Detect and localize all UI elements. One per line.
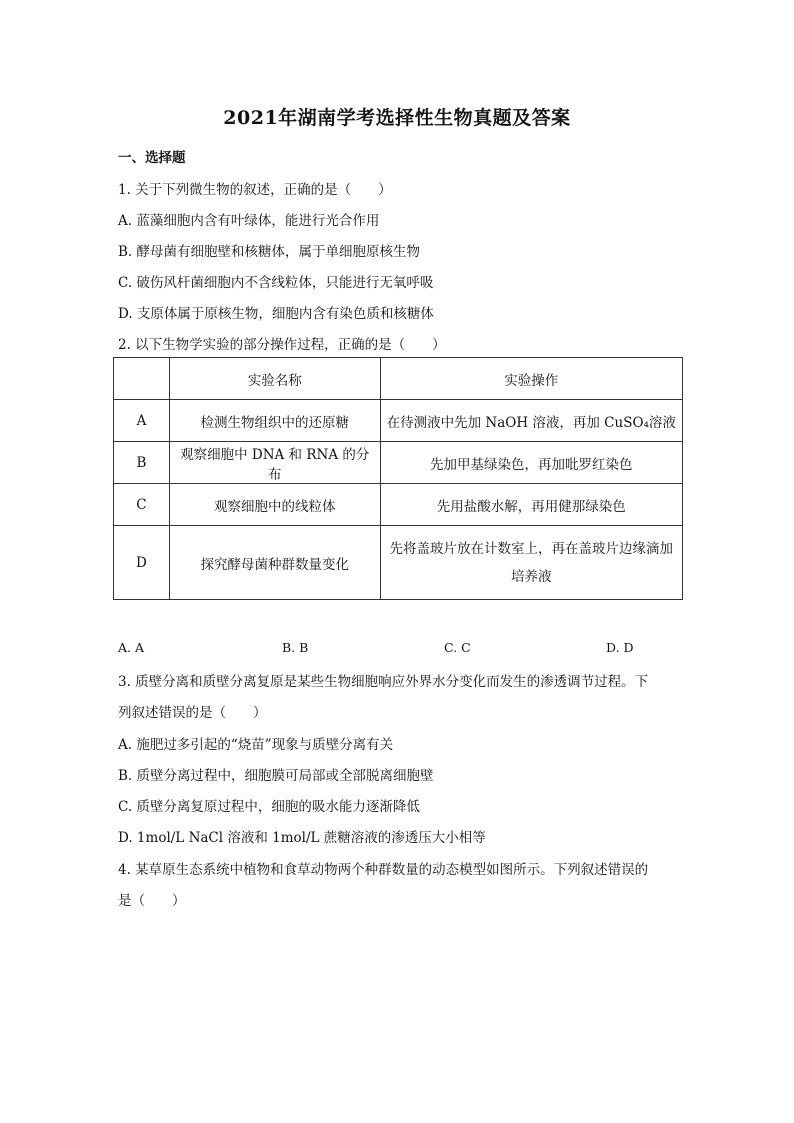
question-2-stem: 2. 以下生物学实验的部分操作过程，正确的是（ ） (118, 337, 446, 353)
question-1-option-a: A. 蓝藻细胞内含有叶绿体，能进行光合作用 (118, 213, 380, 229)
question-3-stem-line2: 列叙述错误的是（ ） (118, 705, 267, 721)
question-2-option-c: C. C (444, 640, 471, 655)
question-3-option-b: B. 质壁分离过程中，细胞膜可局部或全部脱离细胞壁 (118, 768, 434, 784)
question-3-option-c: C. 质壁分离复原过程中，细胞的吸水能力逐渐降低 (118, 799, 420, 815)
question-3-option-a: A. 施肥过多引起的“烧苗”现象与质壁分离有关 (118, 737, 394, 753)
row-letter: B (114, 442, 170, 484)
experiment-operation: 先用盐酸水解，再用健那绿染色 (380, 484, 682, 526)
table-row (114, 526, 683, 600)
question-1-stem: 1. 关于下列微生物的叙述，正确的是（ ） (118, 182, 392, 198)
experiment-operation: 先加甲基绿染色，再加吡罗红染色 (380, 442, 682, 484)
experiment-operation: 先将盖玻片放在计数室上，再在盖玻片边缘滴加培养液 (380, 526, 682, 600)
table-row (114, 400, 683, 442)
experiment-table (113, 357, 683, 600)
question-1-option-d: D. 支原体属于原核生物，细胞内含有染色质和核糖体 (118, 306, 434, 322)
table-header-cell (114, 358, 170, 400)
table-row (114, 442, 683, 484)
table-header-row (114, 358, 683, 400)
section-heading: 一、选择题 (118, 150, 186, 166)
question-2-option-d: D. D (606, 640, 634, 655)
question-2-option-a: A. A (118, 640, 145, 655)
question-4-stem-line1: 4. 某草原生态系统中植物和食草动物两个种群数量的动态模型如图所示。下列叙述错误的 (118, 862, 649, 878)
row-letter: D (114, 526, 170, 600)
question-1-option-c: C. 破伤风杆菌细胞内不含线粒体，只能进行无氧呼吸 (118, 275, 434, 291)
experiment-operation: 在待测液中先加 NaOH 溶液，再加 CuSO₄溶液 (380, 400, 682, 442)
question-3-stem-line1: 3. 质壁分离和质壁分离复原是某些生物细胞响应外界水分变化而发生的渗透调节过程。下 (118, 674, 649, 690)
experiment-name: 观察细胞中 DNA 和 RNA 的分布 (169, 442, 380, 484)
table-header-cell: 实验操作 (380, 358, 682, 400)
table-header-cell: 实验名称 (169, 358, 380, 400)
experiment-name: 检测生物组织中的还原糖 (169, 400, 380, 442)
question-3-option-d: D. 1mol/L NaCl 溶液和 1mol/L 蔗糖溶液的渗透压大小相等 (118, 830, 486, 846)
table-row (114, 484, 683, 526)
row-letter: A (114, 400, 170, 442)
document-title: 2021年湖南学考选择性生物真题及答案 (223, 107, 571, 129)
experiment-name: 探究酵母菌种群数量变化 (169, 526, 380, 600)
question-4-stem-line2: 是（ ） (118, 893, 186, 909)
question-1-option-b: B. 酵母菌有细胞壁和核糖体，属于单细胞原核生物 (118, 244, 421, 260)
question-2-option-b: B. B (282, 640, 309, 655)
experiment-name: 观察细胞中的线粒体 (169, 484, 380, 526)
row-letter: C (114, 484, 170, 526)
